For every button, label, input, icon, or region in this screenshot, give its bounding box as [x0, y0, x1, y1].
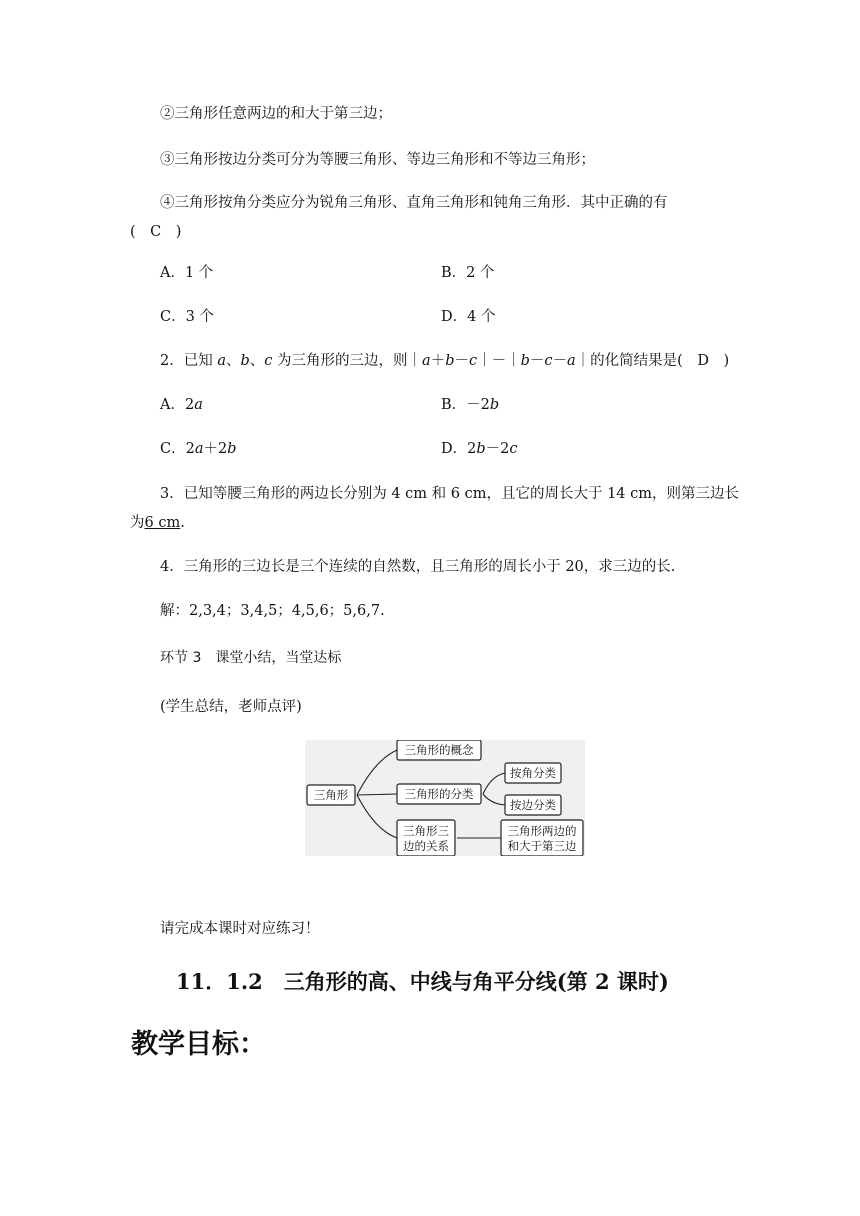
- exercise-note: 请完成本课时对应练习！: [160, 921, 320, 937]
- q4-answer: 解：2,3,4；3,4,5；4,5,6；5,6,7.: [160, 603, 385, 619]
- diagram-by-angle: 按角分类: [510, 766, 556, 780]
- q2-option-a: A．2a: [160, 397, 203, 413]
- section-3-note: (学生总结，老师点评): [160, 699, 302, 715]
- q4-question: 4．三角形的三边长是三个连续的自然数，且三角形的周长小于 20，求三边的长.: [160, 559, 676, 575]
- q1-option-a: A．1 个: [160, 265, 214, 281]
- concept-diagram: [305, 740, 585, 856]
- diagram-concept: 三角形的概念: [404, 743, 474, 757]
- diagram-relation-line2: 边的关系: [403, 839, 449, 853]
- q3-answer-line: 为6 cm.: [130, 515, 185, 531]
- diagram-by-side: 按边分类: [510, 798, 556, 812]
- q1-option-b: B．2 个: [441, 265, 495, 281]
- q1-option-c: C．3 个: [160, 309, 214, 325]
- statement-4: ④三角形按角分类应分为锐角三角形、直角三角形和钝角三角形．其中正确的有: [160, 195, 668, 211]
- q3-question: 3．已知等腰三角形的两边长分别为 4 cm 和 6 cm，且它的周长大于 14 cm，则第三边长: [160, 486, 739, 502]
- diagram-classify: 三角形的分类: [404, 787, 474, 801]
- statement-3: ③三角形按边分类可分为等腰三角形、等边三角形和不等边三角形；: [160, 152, 595, 168]
- q3-answer: 6 cm: [144, 515, 181, 531]
- diagram-rule-line1: 三角形两边的: [507, 824, 577, 838]
- q2-option-b: B．－2b: [441, 397, 500, 413]
- diagram-relation-line1: 三角形三: [403, 824, 449, 838]
- diagram-root: 三角形: [313, 788, 349, 802]
- lesson-title: 11．1.2 三角形的高、中线与角平分线(第 2 课时): [176, 969, 669, 994]
- q1-answer: ( C ): [130, 224, 182, 240]
- objectives-heading: 教学目标：: [131, 1029, 266, 1060]
- diagram-rule-line2: 和大于第三边: [507, 839, 577, 853]
- q2-option-c: C．2a＋2b: [160, 441, 237, 457]
- statement-2: ②三角形任意两边的和大于第三边；: [160, 106, 392, 122]
- q2-question: 2．已知 a、b、c 为三角形的三边，则｜a＋b－c｜－｜b－c－a｜的化简结果是( D ): [160, 353, 730, 369]
- section-3-title: 环节 3 课堂小结，当堂达标: [160, 650, 342, 666]
- q2-option-d: D．2b－2c: [441, 441, 518, 457]
- q1-option-d: D．4 个: [441, 309, 496, 325]
